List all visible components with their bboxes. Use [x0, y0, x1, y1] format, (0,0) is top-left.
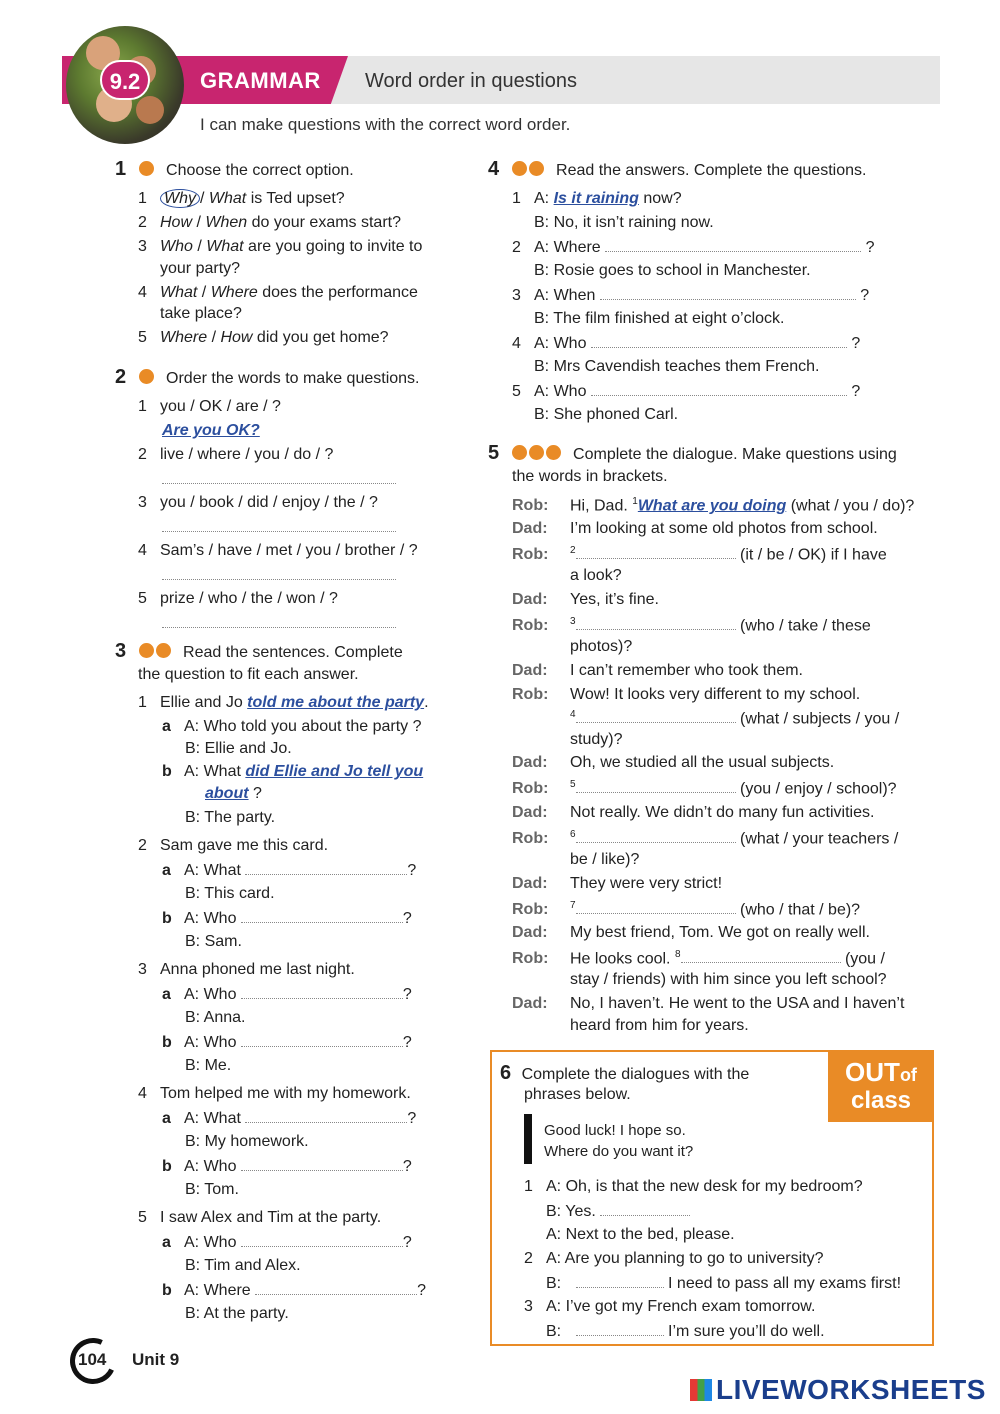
page-title: Word order in questions — [365, 70, 577, 92]
liveworksheets-icon — [690, 1379, 712, 1401]
ex3-2a-answer: B: This card. — [185, 885, 275, 902]
ex5-field-7[interactable] — [576, 900, 736, 914]
ex2-item-4: 4 Sam’s / have / met / you / brother / ? — [138, 542, 418, 559]
ex3-2b-question: b A: Who ? — [162, 910, 412, 927]
ex3-4a-answer: B: My homework. — [185, 1133, 309, 1150]
ex5-field-3[interactable] — [576, 616, 736, 630]
ex3-sentence-1: 1 Ellie and Jo told me about the party. — [138, 694, 429, 711]
ex5-field-2[interactable] — [576, 545, 736, 559]
ex3-sentence-4: 4 Tom helped me with my homework. — [138, 1085, 411, 1102]
exercise-6-heading-cont: phrases below. — [524, 1086, 631, 1103]
ex6-d1-b: B: Yes. — [546, 1202, 690, 1221]
dialogue-line-13: Rob: $^7$ (who / that / be)? — [512, 900, 861, 919]
ex3-3b-answer: B: Me. — [185, 1057, 232, 1074]
ex6-field-2[interactable] — [576, 1274, 664, 1288]
ex3-1b-question-cont: about ? — [205, 785, 262, 802]
ex4-item-1-answer: B: No, it isn’t raining now. — [534, 214, 714, 231]
ex4-item-3-answer: B: The film finished at eight o’clock. — [534, 310, 785, 327]
lesson-number: 9.2 — [100, 60, 150, 100]
ex6-d3-a: 3 A: I’ve got my French exam tomorrow. — [524, 1298, 816, 1315]
ex4-item-4-answer: B: Mrs Cavendish teaches them French. — [534, 358, 820, 375]
ex4-field-3[interactable] — [600, 286, 856, 300]
ex6-d2-a: 2 A: Are you planning to go to university? — [524, 1250, 824, 1267]
dialogue-line-14: Dad: My best friend, Tom. We got on really well. — [512, 924, 870, 941]
dialogue-line-12: Dad: They were very strict! — [512, 875, 723, 892]
ex4-field-5[interactable] — [591, 382, 847, 396]
section-label: GRAMMAR — [200, 68, 321, 93]
ex2-item-1: 1 you / OK / are / ? — [138, 398, 281, 415]
ex3-2a-question: a A: What ? — [162, 862, 417, 879]
ex2-item-3: 3 you / book / did / enjoy / the / ? — [138, 494, 378, 511]
ex3-5a-answer: B: Tim and Alex. — [185, 1257, 301, 1274]
dialogue-line-7-field: $^4$ (what / subjects / you / — [570, 709, 900, 728]
ex2-item-5: 5 prize / who / the / won / ? — [138, 590, 338, 607]
ex3-sentence-5: 5 I saw Alex and Tim at the party. — [138, 1209, 382, 1226]
ex1-item-3: 3 Who / What are you going to invite to — [138, 238, 423, 255]
ex3-1a-answer: B: Ellie and Jo. — [185, 740, 292, 757]
ex3-5b-answer: B: At the party. — [185, 1305, 289, 1322]
exercise-5-heading: 5 Complete the dialogue. Make questions using — [488, 442, 897, 464]
dialogue-line-11: Rob: $^6$ (what / your teachers / — [512, 829, 899, 848]
exercise-3-heading: 3 Read the sentences. Complete — [115, 640, 403, 662]
dialogue-line-4: Dad: Yes, it’s fine. — [512, 591, 659, 608]
ex3-5b-question: b A: Where ? — [162, 1282, 427, 1299]
ex5-field-6[interactable] — [576, 829, 736, 843]
ex4-item-1-question: 1 A: Is it raining now? — [512, 190, 682, 207]
ex3-5a-field[interactable] — [241, 1233, 403, 1247]
ex3-5b-field[interactable] — [255, 1281, 417, 1295]
ex5-field-4[interactable] — [576, 709, 736, 723]
can-do-statement: I can make questions with the correct word order. — [200, 115, 571, 134]
phrase-list-2: Where do you want it? — [544, 1143, 694, 1160]
ex3-1a-question: a A: Who told you about the party ? — [162, 718, 422, 735]
phrase-box-bar — [524, 1114, 532, 1164]
exercise-4-heading: 4 Read the answers. Complete the questions. — [488, 158, 867, 180]
ex3-3a-question: a A: Who ? — [162, 986, 412, 1003]
ex2-answer-field-2[interactable] — [162, 470, 396, 484]
ex6-d2-b: B: I need to pass all my exams first! — [546, 1275, 902, 1292]
dialogue-line-2: Dad: I’m looking at some old photos from school. — [512, 520, 878, 537]
out-of-class-badge: OUTof class — [828, 1050, 934, 1122]
ex3-3b-question: b A: Who ? — [162, 1034, 412, 1051]
ex5-field-5[interactable] — [576, 779, 736, 793]
ex3-3b-field[interactable] — [241, 1033, 403, 1047]
phrase-list-1: Good luck! I hope so. — [544, 1122, 686, 1139]
dialogue-line-3: Rob: $^2$ (it / be / OK) if I have — [512, 545, 887, 564]
ex6-d1-a: 1 A: Oh, is that the new desk for my bedroom? — [524, 1178, 863, 1195]
ex6-field-1[interactable] — [600, 1202, 690, 1216]
ex3-1b-answer: B: The party. — [185, 809, 276, 826]
ex4-item-5-question: 5 A: Who ? — [512, 383, 861, 400]
exercise-1-heading: 1 Choose the correct option. — [115, 158, 354, 180]
dialogue-line-10: Dad: Not really. We didn’t do many fun activities. — [512, 804, 875, 821]
liveworksheets-logo[interactable]: LIVEWORKSHEETS — [690, 1374, 986, 1406]
dialogue-line-8: Dad: Oh, we studied all the usual subjects. — [512, 754, 835, 771]
dialogue-line-5: Rob: $^3$ (who / take / these — [512, 616, 871, 635]
ex2-item-1-answer: Are you OK? — [162, 422, 260, 439]
ex3-4a-field[interactable] — [245, 1109, 407, 1123]
ex2-answer-field-3[interactable] — [162, 518, 396, 532]
ex1-item-2: 2 How / When do your exams start? — [138, 214, 401, 231]
dialogue-line-16: Dad: No, I haven’t. He went to the USA and I haven’t — [512, 995, 905, 1012]
ex4-item-5-answer: B: She phoned Carl. — [534, 406, 679, 423]
dialogue-line-6: Dad: I can’t remember who took them. — [512, 662, 803, 679]
ex4-field-4[interactable] — [591, 334, 847, 348]
page-number: 104 — [78, 1350, 107, 1369]
dialogue-line-15-cont: stay / friends) with him since you left school? — [570, 971, 887, 988]
dialogue-line-9: Rob: $^5$ (you / enjoy / school)? — [512, 779, 897, 798]
ex5-field-8[interactable] — [681, 949, 841, 963]
ex2-answer-field-4[interactable] — [162, 566, 396, 580]
exercise-3-heading-cont: the question to fit each answer. — [138, 666, 359, 683]
ex3-sentence-2: 2 Sam gave me this card. — [138, 837, 329, 854]
ex3-4b-answer: B: Tom. — [185, 1181, 239, 1198]
ex3-4a-question: a A: What ? — [162, 1110, 417, 1127]
dialogue-line-15: Rob: He looks cool. $^8$ (you / — [512, 949, 885, 968]
dialogue-line-1: Rob: Hi, Dad. $^1$What are you doing (what / you / do)? — [512, 496, 915, 515]
exercise-2-heading: 2 Order the words to make questions. — [115, 366, 420, 388]
ex3-2b-field[interactable] — [241, 909, 403, 923]
ex3-4b-question: b A: Who ? — [162, 1158, 412, 1175]
ex3-3a-answer: B: Anna. — [185, 1009, 246, 1026]
dialogue-line-7-cont: study)? — [570, 731, 623, 748]
ex3-1b-question: b A: What did Ellie and Jo tell you — [162, 763, 424, 780]
ex1-item-3-cont: your party? — [160, 260, 241, 277]
ex6-d3-b: B: I’m sure you’ll do well. — [546, 1323, 825, 1340]
ex4-item-2-question: 2 A: Where ? — [512, 239, 875, 256]
dialogue-line-5-cont: photos)? — [570, 638, 633, 655]
unit-label: Unit 9 — [132, 1350, 180, 1369]
ex6-field-3[interactable] — [576, 1322, 664, 1336]
exercise-5-heading-cont: the words in brackets. — [512, 468, 668, 485]
ex1-item-1: 1 Why / What is Ted upset? — [138, 190, 345, 207]
ex3-3a-field[interactable] — [241, 985, 403, 999]
ex1-item-4-cont: take place? — [160, 305, 242, 322]
exercise-6-heading: 6 Complete the dialogues with the — [500, 1062, 750, 1084]
ex3-2a-field[interactable] — [245, 861, 407, 875]
ex4-item-4-question: 4 A: Who ? — [512, 335, 861, 352]
ex3-2b-answer: B: Sam. — [185, 933, 242, 950]
dialogue-line-7: Rob: Wow! It looks very different to my school. — [512, 686, 861, 703]
dialogue-line-3-cont: a look? — [570, 567, 622, 584]
ex4-item-3-question: 3 A: When ? — [512, 287, 870, 304]
ex4-item-2-answer: B: Rosie goes to school in Manchester. — [534, 262, 811, 279]
answer-circle[interactable]: Why — [160, 189, 200, 208]
ex2-item-2: 2 live / where / you / do / ? — [138, 446, 334, 463]
dialogue-line-11-cont: be / like)? — [570, 851, 640, 868]
ex3-5a-question: a A: Who ? — [162, 1234, 412, 1251]
ex3-sentence-3: 3 Anna phoned me last night. — [138, 961, 355, 978]
ex3-4b-field[interactable] — [241, 1157, 403, 1171]
ex6-d1-a2: A: Next to the bed, please. — [546, 1226, 735, 1243]
ex2-answer-field-5[interactable] — [162, 614, 396, 628]
ex1-item-5: 5 Where / How did you get home? — [138, 329, 389, 346]
dialogue-line-16-cont: heard from him for years. — [570, 1017, 749, 1034]
ex1-item-4: 4 What / Where does the performance — [138, 284, 418, 301]
ex4-field-2[interactable] — [605, 238, 861, 252]
